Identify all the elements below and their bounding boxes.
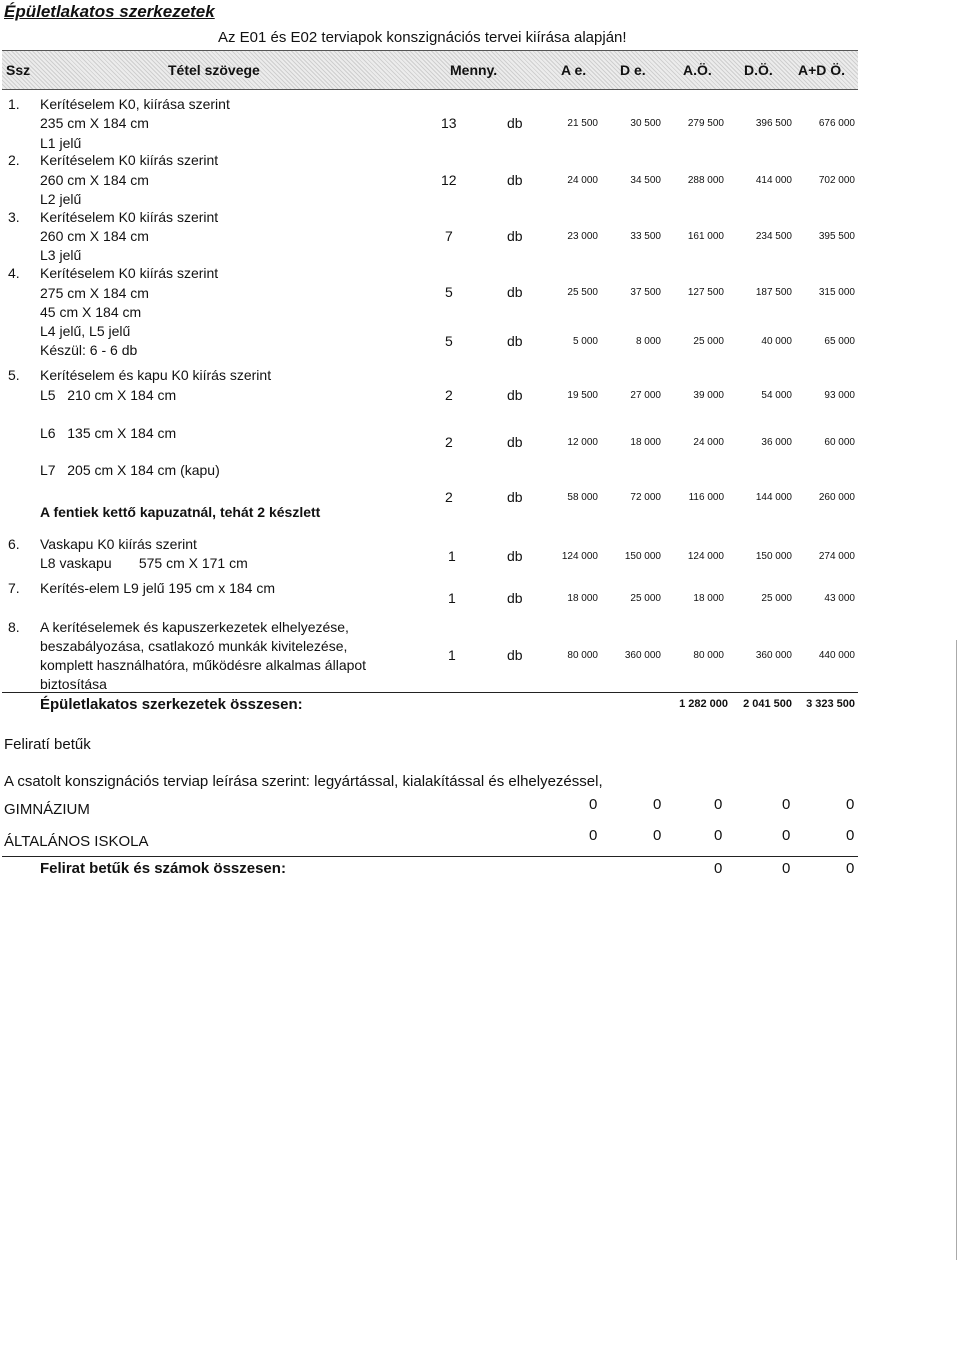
total-d: 414 000 xyxy=(755,175,792,186)
total-a-plus-d: 702 000 xyxy=(818,175,855,186)
total-a: 18 000 xyxy=(693,593,724,604)
qty: 5 xyxy=(445,284,453,300)
table-header-bar xyxy=(2,50,858,90)
header-tetel-szovege: Tétel szövege xyxy=(168,62,260,78)
unit-price-a: 18 000 xyxy=(567,593,598,604)
zero-value: 0 xyxy=(846,860,855,877)
header-a-plus-d-o: A+D Ö. xyxy=(798,62,846,78)
total-a-plus-d: 65 000 xyxy=(824,336,855,347)
item-text-line: Kerítéselem K0, kiírása szerint xyxy=(40,96,230,112)
unit: db xyxy=(507,647,523,663)
item-number: 8. xyxy=(8,619,20,635)
unit: db xyxy=(507,172,523,188)
header-ssz: Ssz xyxy=(6,62,31,78)
item-text-line: beszabályozása, csatlakozó munkák kivitelezése, xyxy=(40,638,348,654)
zero-value: 0 xyxy=(714,860,723,877)
unit-price-a: 25 500 xyxy=(567,287,598,298)
item-number: 7. xyxy=(8,580,20,596)
qty: 2 xyxy=(445,387,453,403)
total-d: 150 000 xyxy=(755,551,792,562)
item-text-line: Kerítéselem K0 kiírás szerint xyxy=(40,265,219,281)
section-total-divider xyxy=(2,856,858,857)
item-text-line: L5 210 cm X 184 cm xyxy=(40,387,177,403)
item-text-line: A kerítéselemek és kapuszerkezetek elhelyezése, xyxy=(40,619,349,635)
unit-price-d: 72 000 xyxy=(630,492,661,503)
unit-price-d: 34 500 xyxy=(630,175,661,186)
item-text-line: A fentiek kettő kapuzatnál, tehát 2 készlett xyxy=(40,504,321,520)
total-a-plus-d: 43 000 xyxy=(824,593,855,604)
item-text-line: 260 cm X 184 cm xyxy=(40,228,149,244)
total-a: 80 000 xyxy=(693,650,724,661)
header-d-o: D.Ö. xyxy=(744,62,773,78)
qty: 13 xyxy=(441,115,457,131)
item-text-line: 45 cm X 184 cm xyxy=(40,304,142,320)
qty: 5 xyxy=(445,333,453,349)
unit-price-d: 27 000 xyxy=(630,390,661,401)
total-a-plus-d: 274 000 xyxy=(818,551,855,562)
unit: db xyxy=(507,548,523,564)
zero-value: 0 xyxy=(653,796,662,813)
item-text-line: L6 135 cm X 184 cm xyxy=(40,425,177,441)
total-a-plus-d: 60 000 xyxy=(824,437,855,448)
item-text-line: Kerítés-elem L9 jelű 195 cm x 184 cm xyxy=(40,580,275,596)
total-d: 25 000 xyxy=(761,593,792,604)
total-a: 161 000 xyxy=(687,231,724,242)
item-text-line: Kerítéselem K0 kiírás szerint xyxy=(40,152,219,168)
item-text-line: Készül: 6 - 6 db xyxy=(40,342,138,358)
unit-price-d: 25 000 xyxy=(630,593,661,604)
item-text-line: Vaskapu K0 kiírás szerint xyxy=(40,536,197,552)
total-d: 40 000 xyxy=(761,336,792,347)
qty: 1 xyxy=(448,647,456,663)
unit-price-a: 19 500 xyxy=(567,390,598,401)
qty: 2 xyxy=(445,489,453,505)
page-subtitle: Az E01 és E02 terviapok konszignációs tervei kiírása alapján! xyxy=(218,29,627,46)
zero-value: 0 xyxy=(653,827,662,844)
item-text-line: komplett használhatóra, működésre alkalmas állapot xyxy=(40,657,367,673)
total-a: 25 000 xyxy=(693,336,724,347)
zero-value: 0 xyxy=(846,827,855,844)
zero-value: 0 xyxy=(714,827,723,844)
zero-value: 0 xyxy=(589,827,598,844)
unit-price-a: 5 000 xyxy=(572,336,598,347)
item-number: 1. xyxy=(8,96,20,112)
item-number: 3. xyxy=(8,209,20,225)
total-a-plus-d: 676 000 xyxy=(818,118,855,129)
item-text-line: L7 205 cm X 184 cm (kapu) xyxy=(40,462,220,478)
item-text-line: L4 jelű, L5 jelű xyxy=(40,323,131,339)
total-d: 144 000 xyxy=(755,492,792,503)
item-number: 4. xyxy=(8,265,20,281)
item-number: 2. xyxy=(8,152,20,168)
header-a-e: A e. xyxy=(561,62,587,78)
unit-price-d: 18 000 xyxy=(630,437,661,448)
grand-total-d: 2 041 500 xyxy=(743,698,792,710)
total-a-plus-d: 260 000 xyxy=(818,492,855,503)
total-d: 187 500 xyxy=(755,287,792,298)
total-d: 36 000 xyxy=(761,437,792,448)
total-a: 288 000 xyxy=(687,175,724,186)
unit: db xyxy=(507,333,523,349)
total-d: 234 500 xyxy=(755,231,792,242)
total-a: 124 000 xyxy=(687,551,724,562)
unit-price-a: 80 000 xyxy=(567,650,598,661)
qty: 2 xyxy=(445,434,453,450)
unit-price-d: 33 500 xyxy=(630,231,661,242)
header-a-o: A.Ö. xyxy=(683,62,712,78)
item-text-line: L8 vaskapu 575 cm X 171 cm xyxy=(40,555,248,571)
unit-price-d: 8 000 xyxy=(635,336,661,347)
section-total-label: Felirat betűk és számok összesen: xyxy=(40,860,286,877)
item-text-line: 235 cm X 184 cm xyxy=(40,115,149,131)
qty: 7 xyxy=(445,228,453,244)
total-a: 127 500 xyxy=(687,287,724,298)
total-divider xyxy=(2,692,858,693)
unit: db xyxy=(507,115,523,131)
unit: db xyxy=(507,228,523,244)
unit-price-a: 23 000 xyxy=(567,231,598,242)
item-number: 5. xyxy=(8,367,20,383)
unit: db xyxy=(507,434,523,450)
total-label: Épületlakatos szerkezetek összesen: xyxy=(40,696,303,713)
zero-value: 0 xyxy=(782,796,791,813)
unit-price-a: 58 000 xyxy=(567,492,598,503)
unit: db xyxy=(507,590,523,606)
qty: 1 xyxy=(448,590,456,606)
item-text-line: L3 jelű xyxy=(40,247,82,263)
total-a-plus-d: 395 500 xyxy=(818,231,855,242)
item-text-line: Kerítéselem K0 kiírás szerint xyxy=(40,209,219,225)
qty: 1 xyxy=(448,548,456,564)
total-a-plus-d: 93 000 xyxy=(824,390,855,401)
total-d: 396 500 xyxy=(755,118,792,129)
zero-value: 0 xyxy=(782,860,791,877)
unit: db xyxy=(507,387,523,403)
zero-value: 0 xyxy=(782,827,791,844)
page-title: Épületlakatos szerkezetek xyxy=(4,2,215,21)
header-menny: Menny. xyxy=(450,62,498,78)
total-a: 116 000 xyxy=(688,492,724,503)
item-text-line: 260 cm X 184 cm xyxy=(40,172,149,188)
scan-edge-line xyxy=(956,640,957,1260)
grand-total-a: 1 282 000 xyxy=(679,698,728,710)
zero-value: 0 xyxy=(846,796,855,813)
unit-price-a: 124 000 xyxy=(561,551,598,562)
unit-price-a: 21 500 xyxy=(567,118,598,129)
unit-price-a: 24 000 xyxy=(567,175,598,186)
unit-price-d: 150 000 xyxy=(624,551,661,562)
item-text-line: L1 jelű xyxy=(40,135,82,151)
total-d: 360 000 xyxy=(755,650,792,661)
item-text-line: 275 cm X 184 cm xyxy=(40,285,149,301)
unit: db xyxy=(507,284,523,300)
unit-price-d: 30 500 xyxy=(630,118,661,129)
section-intro: A csatolt konszignációs terviap leírása szerint: legyártással, kialakítással és elhelyezéssel, xyxy=(4,773,603,790)
item-text-line: Kerítéselem és kapu K0 kiírás szerint xyxy=(40,367,272,383)
unit-price-d: 360 000 xyxy=(624,650,661,661)
total-a-plus-d: 440 000 xyxy=(818,650,855,661)
qty: 12 xyxy=(441,172,457,188)
header-d-e: D e. xyxy=(620,62,646,78)
total-a-plus-d: 315 000 xyxy=(818,287,855,298)
total-d: 54 000 xyxy=(761,390,792,401)
item-text-line: L2 jelű xyxy=(40,191,82,207)
unit-price-a: 12 000 xyxy=(567,437,598,448)
zero-value: 0 xyxy=(714,796,723,813)
total-a: 279 500 xyxy=(687,118,724,129)
sign-label: GIMNÁZIUM xyxy=(4,801,90,818)
sign-label: ÁLTALÁNOS ISKOLA xyxy=(4,833,149,850)
zero-value: 0 xyxy=(589,796,598,813)
item-text-line: biztosítása xyxy=(40,676,107,692)
unit-price-d: 37 500 xyxy=(630,287,661,298)
total-a: 39 000 xyxy=(693,390,724,401)
grand-total-a-plus-d: 3 323 500 xyxy=(806,698,855,710)
unit: db xyxy=(507,489,523,505)
section-heading: Feliratí betűk xyxy=(4,736,91,753)
item-number: 6. xyxy=(8,536,20,552)
total-a: 24 000 xyxy=(693,437,724,448)
